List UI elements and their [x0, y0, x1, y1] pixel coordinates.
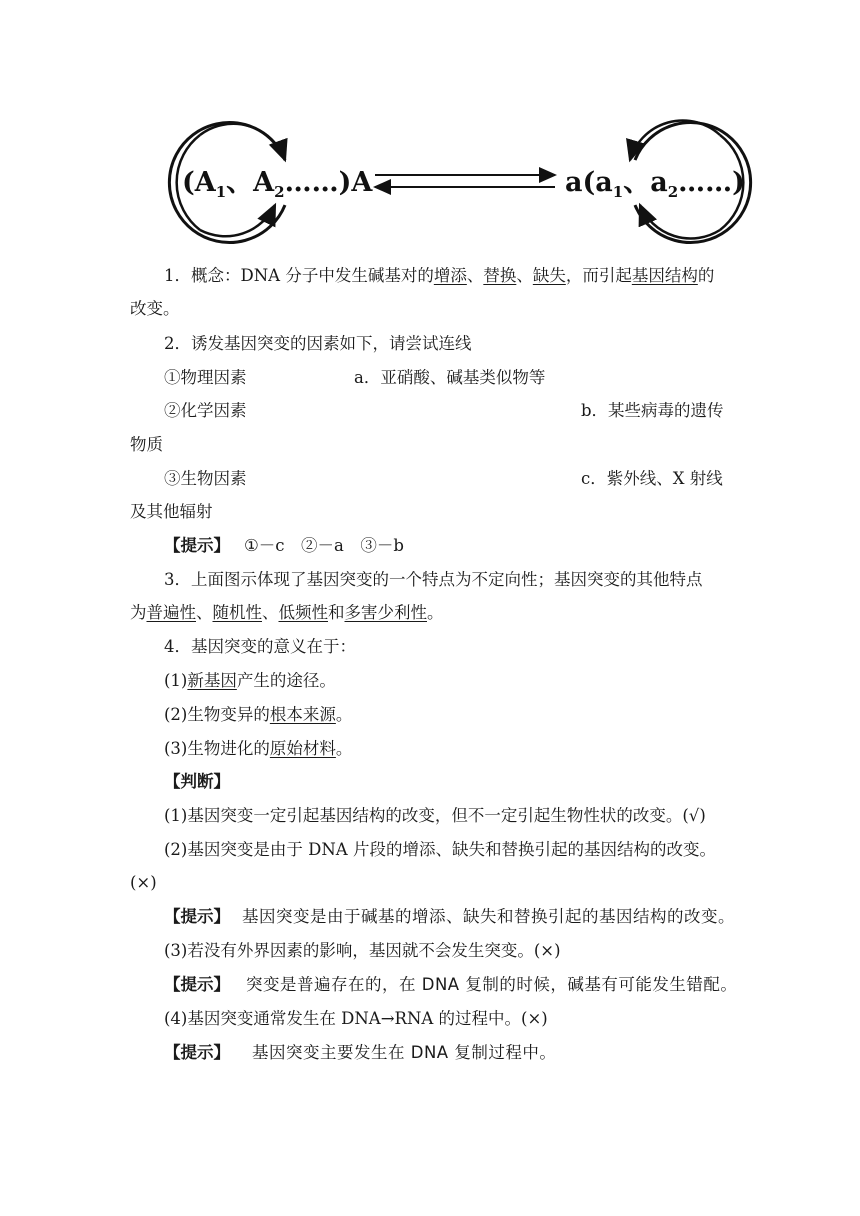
hint-label: 【提示】 [164, 975, 230, 994]
item2-hint [164, 536, 404, 556]
judge-3-hint [164, 975, 737, 995]
option-c-cont: 及其他辐射 [130, 502, 213, 521]
hint-text: 基因突变是由于碱基的增添、缺失和替换引起的基因结构的改变。 [242, 907, 735, 926]
gene-mutation-diagram [160, 105, 760, 255]
item3-line2: 为普遍性、随机性、低频性和多害少利性。 [130, 603, 444, 622]
judge-2-cont: (×) [130, 873, 157, 892]
hint-text: 突变是普遍存在的，在 DNA 复制的时候，碱基有可能发生错配。 [246, 975, 738, 994]
item3-line1: 3．上面图示体现了基因突变的一个特点为不定向性；基因突变的其他特点 [164, 570, 703, 589]
item2-title: 2．诱发基因突变的因素如下，请尝试连线 [164, 334, 472, 353]
item4-point1: (1)新基因产生的途径。 [164, 671, 336, 690]
judge-2: (2)基因突变是由于 DNA 片段的增添、缺失和替换引起的基因结构的改变。 [164, 840, 716, 859]
option-b-cont: 物质 [130, 435, 163, 454]
hint-label: 【提示】 [164, 536, 230, 555]
factor-physical: ①物理因素 [164, 368, 247, 387]
hint-text: ①－c ②－a ③－b [244, 536, 404, 555]
left-allele-label: ($A_1$、$A_2\dots\dots)A$ [182, 167, 373, 201]
judge-2-hint [164, 907, 735, 927]
right-allele-label: $a(a_1$、$a_2\dots\dots$) [565, 167, 745, 201]
factor-biological: ③生物因素 [164, 469, 247, 488]
judge-4: (4)基因突变通常发生在 DNA→RNA 的过程中。(×) [164, 1009, 548, 1028]
option-b: b．某些病毒的遗传 [581, 401, 724, 420]
judge-1: (1)基因突变一定引起基因结构的改变，但不一定引起生物性状的改变。(√) [164, 806, 706, 825]
option-c: c．紫外线、X 射线 [581, 469, 723, 488]
item4-point3: (3)生物进化的原始材料。 [164, 739, 353, 758]
hint-text: 基因突变主要发生在 DNA 复制过程中。 [252, 1043, 557, 1062]
item4-point2: (2)生物变异的根本来源。 [164, 705, 353, 724]
judge-4-hint [164, 1043, 556, 1063]
option-a: a．亚硝酸、碱基类似物等 [354, 368, 546, 387]
judge-3: (3)若没有外界因素的影响，基因就不会发生突变。(×) [164, 941, 561, 960]
item4-title: 4．基因突变的意义在于： [164, 637, 356, 656]
hint-label: 【提示】 [164, 1043, 230, 1062]
factor-chemical: ②化学因素 [164, 401, 247, 420]
judge-title: 【判断】 [164, 772, 230, 791]
item1-line2: 改变。 [130, 299, 180, 318]
item1-line1: 1．概念：DNA 分子中发生碱基对的增添、替换、缺失，而引起基因结构的 [164, 266, 715, 285]
hint-label: 【提示】 [164, 907, 230, 926]
